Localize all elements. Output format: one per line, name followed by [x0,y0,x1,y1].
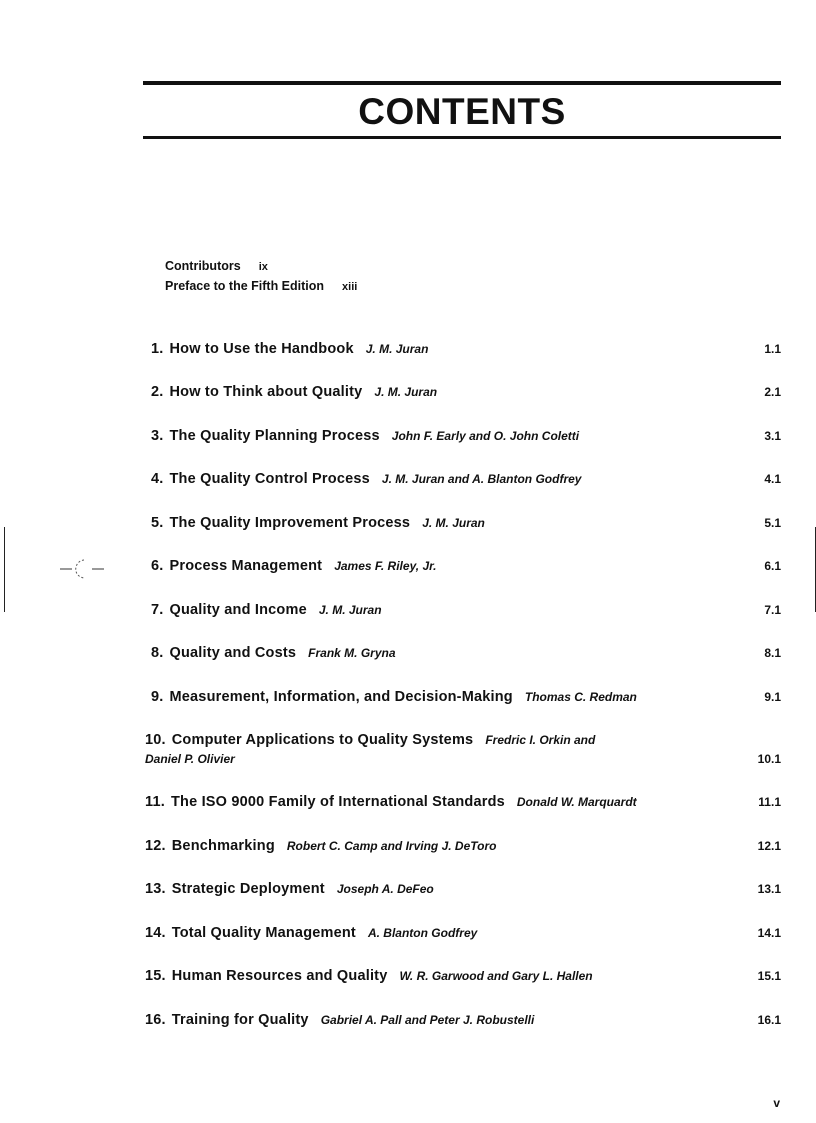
chapter-author: A. Blanton Godfrey [367,926,478,940]
chapter-page: 12.1 [757,839,781,853]
chapter-title: Human Resources and Quality [171,968,388,984]
chapter-number: 4. [151,471,164,487]
chapter-title: How to Think about Quality [169,384,363,400]
chapter-page: 3.1 [764,429,781,443]
chapter-author: J. M. Juran [365,342,429,356]
chapter-author: Fredric I. Orkin and [485,733,596,747]
chapter-page: 14.1 [757,926,781,940]
chapter-title: Strategic Deployment [171,881,325,897]
chapter-number: 16. [145,1012,166,1028]
chapter-author: John F. Early and O. John Coletti [391,429,580,443]
chapter-author: Joseph A. DeFeo [336,882,434,896]
toc-entry-10[interactable] [145,731,781,766]
chapter-title: Computer Applications to Quality Systems [171,732,474,748]
toc-entry-3[interactable] [151,427,781,449]
chapter-author: Donald W. Marquardt [516,795,637,809]
chapter-author: W. R. Garwood and Gary L. Hallen [399,969,593,983]
toc-entry-13[interactable] [145,880,781,902]
chapter-number: 1. [151,341,164,357]
chapter-number: 10. [145,732,166,748]
bottom-rule [143,136,781,139]
chapter-page: 4.1 [764,472,781,486]
front-matter-page: ix [258,261,268,273]
chapter-author: Robert C. Camp and Irving J. DeToro [286,839,497,853]
chapter-number: 8. [151,645,164,661]
chapter-number: 9. [151,689,164,705]
chapter-page: 9.1 [764,690,781,704]
chapter-title: The Quality Planning Process [169,428,380,444]
chapter-page: 16.1 [757,1013,781,1027]
toc-entry-4[interactable] [151,470,781,492]
toc-entry-2[interactable] [151,383,781,405]
chapter-page: 8.1 [764,646,781,660]
chapter-number: 14. [145,925,166,941]
toc-entry-1[interactable] [151,340,781,362]
front-matter-page: xiii [342,281,358,293]
chapter-author: Gabriel A. Pall and Peter J. Robustelli [320,1013,535,1027]
toc-entry-8[interactable] [151,644,781,666]
chapter-title: Quality and Costs [169,645,297,661]
toc-entry-5[interactable] [151,514,781,536]
chapter-number: 7. [151,602,164,618]
registration-mark-icon [60,558,106,580]
chapter-title: Training for Quality [171,1012,309,1028]
chapter-author: J. M. Juran and A. Blanton Godfrey [381,472,582,486]
chapter-page: 13.1 [757,882,781,896]
chapter-page: 6.1 [764,559,781,573]
chapter-number: 11. [145,794,165,810]
chapter-page: 5.1 [764,516,781,530]
chapter-page: 2.1 [764,385,781,399]
chapter-title: Process Management [169,558,323,574]
chapter-number: 5. [151,515,164,531]
toc-entry-9[interactable] [151,688,781,710]
chapter-page: 7.1 [764,603,781,617]
page-folio: v [773,1096,780,1110]
chapter-author: J. M. Juran [318,603,382,617]
chapter-author: Frank M. Gryna [308,646,396,660]
page-title: CONTENTS [358,91,566,132]
chapter-page: 1.1 [764,342,781,356]
front-matter-label: Contributors [165,259,241,273]
chapter-page: 10.1 [757,752,781,766]
toc-entry-6[interactable] [151,557,781,579]
chapter-page: 11.1 [758,795,781,809]
chapter-title: How to Use the Handbook [169,341,354,357]
chapter-author: J. M. Juran [422,516,485,530]
chapter-author: J. M. Juran [374,385,438,399]
chapter-number: 2. [151,384,164,400]
front-matter-preface[interactable] [165,279,357,293]
chapter-title: Total Quality Management [171,925,356,941]
chapter-title: Quality and Income [169,602,307,618]
chapter-title: The ISO 9000 Family of International Standards [170,794,505,810]
toc-entry-11[interactable] [145,793,781,815]
chapter-number: 3. [151,428,164,444]
chapter-author: James F. Riley, Jr. [334,559,437,573]
toc-entry-12[interactable] [145,837,781,859]
chapter-author: Thomas C. Redman [524,690,637,704]
chapter-title: Benchmarking [171,838,275,854]
chapter-number: 15. [145,968,166,984]
chapter-page: 15.1 [757,969,781,983]
toc-entry-15[interactable] [145,967,781,989]
binding-edge-left [4,527,5,612]
front-matter-label: Preface to the Fifth Edition [165,279,325,293]
chapter-number: 12. [145,838,166,854]
front-matter-contributors[interactable] [165,259,268,273]
toc-entry-7[interactable] [151,601,781,623]
chapter-number: 6. [151,558,164,574]
top-rule [143,81,781,85]
chapter-author-continued: Daniel P. Olivier [145,752,235,766]
chapter-title: The Quality Improvement Process [169,515,411,531]
chapter-number: 13. [145,881,166,897]
toc-entry-14[interactable] [145,924,781,946]
toc-entry-16[interactable] [145,1011,781,1033]
chapter-title: The Quality Control Process [169,471,370,487]
chapter-title: Measurement, Information, and Decision-Making [169,689,513,705]
